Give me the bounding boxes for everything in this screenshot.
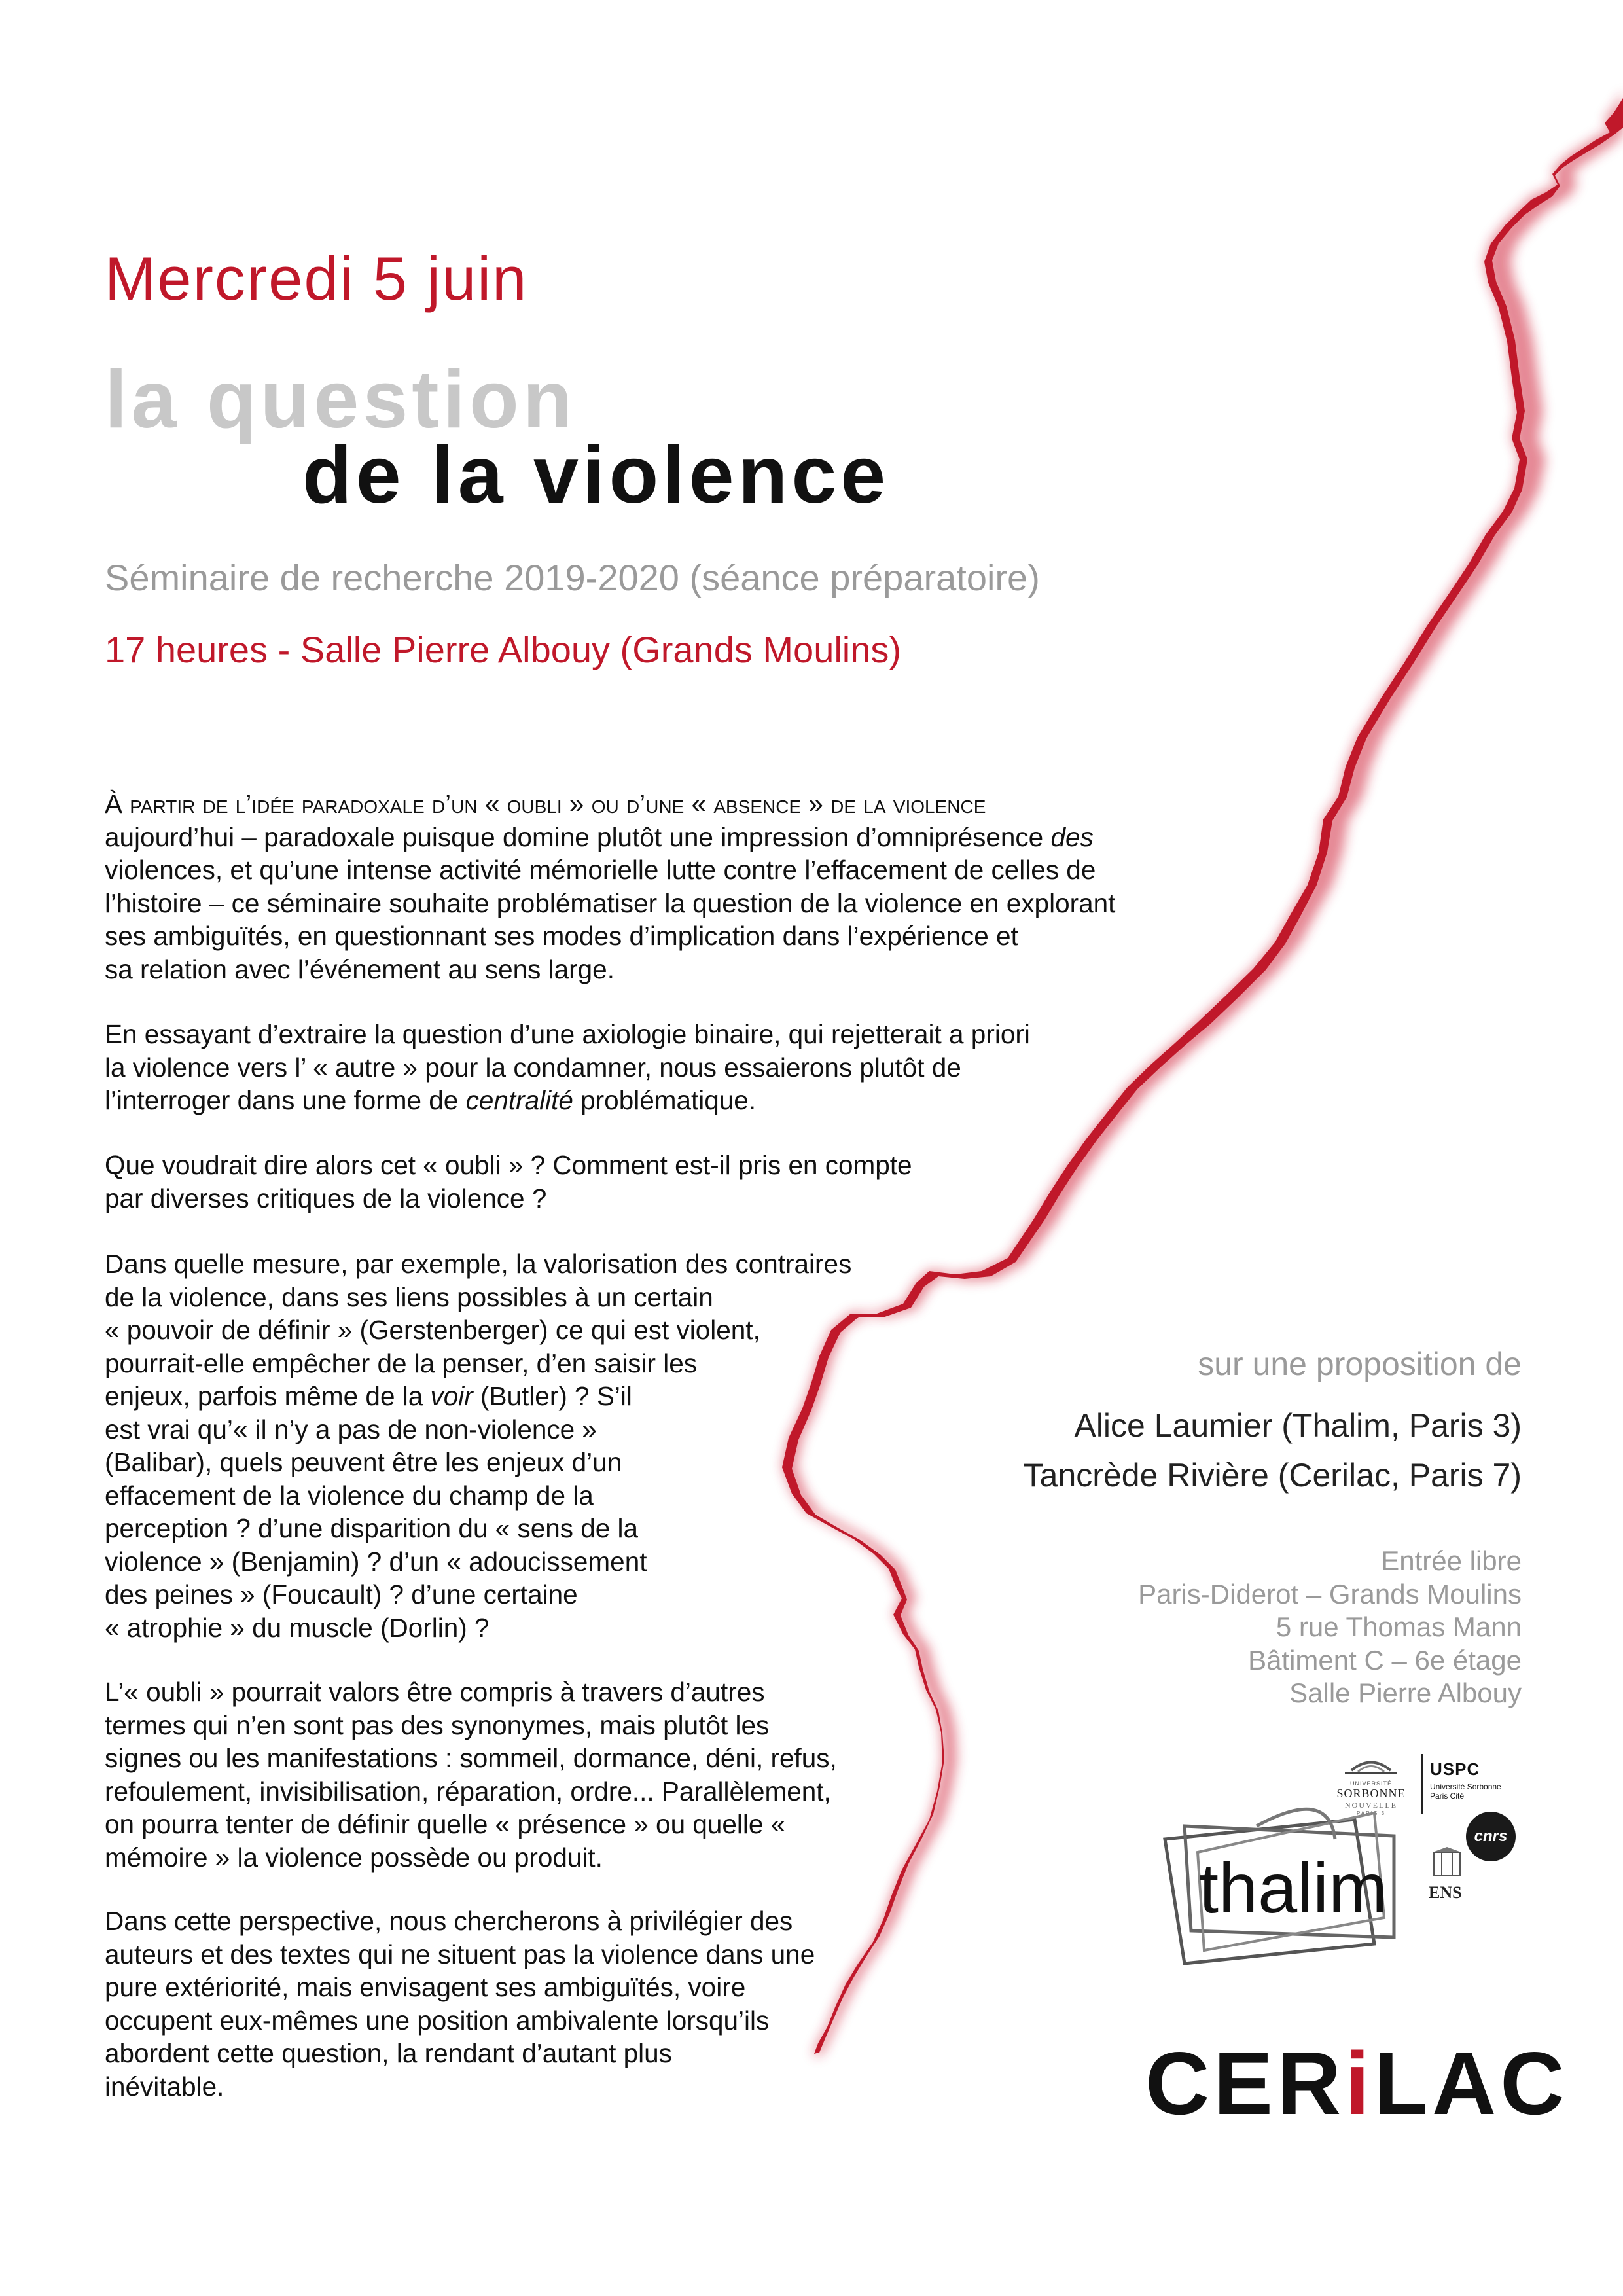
venue-line: Entrée libre bbox=[1381, 1545, 1522, 1576]
logo-text: USPC bbox=[1430, 1759, 1480, 1779]
text-line: par diverses critiques de la violence ? bbox=[105, 1183, 547, 1213]
event-date: Mercredi 5 juin bbox=[105, 244, 528, 313]
text-line: L’« oubli » pourrait valors être compris à travers d’autres bbox=[105, 1677, 765, 1707]
text-line: perception ? d’une disparition du « sens de la bbox=[105, 1513, 639, 1543]
venue-line: 5 rue Thomas Mann bbox=[1275, 1611, 1522, 1642]
paragraph-lead: À partir de l’idée paradoxale d’un « oubli » ou d’une « absence » de la violence bbox=[105, 789, 986, 819]
organizer-2: Tancrède Rivière (Cerilac, Paris 7) bbox=[1023, 1457, 1522, 1494]
paragraph-6 bbox=[105, 1905, 815, 2103]
logo-text: ENS bbox=[1429, 1883, 1462, 1902]
text-line: l’interroger dans une forme de centralité problématique. bbox=[105, 1085, 757, 1115]
cerilac-logo: CERiLAC bbox=[1145, 2034, 1569, 2133]
text-line: « atrophie » du muscle (Dorlin) ? bbox=[105, 1612, 490, 1643]
title-line-1: la question bbox=[105, 355, 577, 445]
text-line: Dans quelle mesure, par exemple, la valorisation des contraires bbox=[105, 1249, 852, 1279]
text-line: signes ou les manifestations : sommeil, dormance, déni, refus, bbox=[105, 1743, 837, 1773]
logo-text: Université Sorbonne bbox=[1430, 1782, 1501, 1791]
text-line: effacement de la violence du champ de la bbox=[105, 1480, 594, 1511]
paragraph-3 bbox=[105, 1149, 912, 1215]
text-line: (Balibar), quels peuvent être les enjeux d’un bbox=[105, 1447, 622, 1477]
text-line: refoulement, invisibilisation, réparation, ordre... Parallèlement, bbox=[105, 1776, 831, 1806]
organizer-names bbox=[1024, 1401, 1522, 1500]
text-line: de la violence, dans ses liens possibles à un certain bbox=[105, 1282, 713, 1312]
text-line: auteurs et des textes qui ne situent pas la violence dans une bbox=[105, 1939, 815, 1969]
text-line: l’histoire – ce séminaire souhaite problématiser la question de la violence en explorant bbox=[105, 888, 1116, 918]
text-line: Dans cette perspective, nous chercherons à privilégier des bbox=[105, 1906, 793, 1936]
text-line: inévitable. bbox=[105, 2071, 224, 2102]
logo-text: cnrs bbox=[1474, 1827, 1508, 1845]
organizer-1: Alice Laumier (Thalim, Paris 3) bbox=[1074, 1407, 1522, 1444]
seminar-subtitle: Séminaire de recherche 2019-2020 (séance préparatoire) bbox=[105, 557, 1040, 598]
logo-text: SORBONNE bbox=[1336, 1787, 1406, 1800]
text-line: abordent cette question, la rendant d’autant plus bbox=[105, 2038, 672, 2068]
text-line: on pourra tenter de définir quelle « présence » ou quelle « bbox=[105, 1809, 786, 1839]
venue-info bbox=[1138, 1545, 1522, 1710]
text-line: violences, et qu’une intense activité mémorielle lutte contre l’effacement de celles de bbox=[105, 855, 1096, 885]
paragraph-1 bbox=[105, 787, 1115, 986]
time-and-place: 17 heures - Salle Pierre Albouy (Grands Moulins) bbox=[105, 629, 902, 670]
paragraph-2 bbox=[105, 1018, 1030, 1117]
venue-line: Bâtiment C – 6e étage bbox=[1248, 1644, 1522, 1676]
text-line: pourrait-elle empêcher de la penser, d’en saisir les bbox=[105, 1348, 697, 1378]
text-line: des peines » (Foucault) ? d’une certaine bbox=[105, 1579, 578, 1609]
title-line-2: de la violence bbox=[302, 430, 890, 520]
text-line: termes qui n’en sont pas des synonymes, mais plutôt les bbox=[105, 1710, 770, 1740]
text-line: En essayant d’extraire la question d’une axiologie binaire, qui rejetterait a priori bbox=[105, 1019, 1030, 1049]
logo-text: UNIVERSITÉ bbox=[1349, 1780, 1392, 1787]
text-line: sa relation avec l’événement au sens large. bbox=[105, 954, 615, 984]
text-line: pure extériorité, mais envisagent ses ambiguïtés, voire bbox=[105, 1972, 746, 2002]
logo-text: NOUVELLE bbox=[1345, 1801, 1397, 1810]
proposal-intro: sur une proposition de bbox=[1198, 1346, 1522, 1382]
ens-emblem-icon bbox=[1429, 1846, 1465, 1878]
text-line: occupent eux-mêmes une position ambivalente lorsqu’ils bbox=[105, 2005, 770, 2036]
venue-line: Paris-Diderot – Grands Moulins bbox=[1138, 1578, 1522, 1609]
text-line: est vrai qu’« il n’y a pas de non-violence » bbox=[105, 1414, 597, 1444]
paragraph-5 bbox=[105, 1676, 837, 1874]
venue-line: Salle Pierre Albouy bbox=[1289, 1677, 1522, 1708]
sorbonne-emblem-icon bbox=[1325, 1751, 1417, 1777]
text-line: la violence vers l’ « autre » pour la condamner, nous essaierons plutôt de bbox=[105, 1052, 961, 1083]
paragraph-4 bbox=[105, 1247, 851, 1644]
logo-text: Paris Cité bbox=[1430, 1791, 1465, 1801]
text-line: aujourd’hui – paradoxale puisque domine plutôt une impression d’omniprésence des bbox=[105, 821, 1094, 852]
ens-logo bbox=[1429, 1846, 1474, 1911]
text-line: mémoire » la violence possède ou produit. bbox=[105, 1842, 603, 1873]
text-line: Que voudrait dire alors cet « oubli » ? Comment est-il pris en compte bbox=[105, 1150, 912, 1180]
text-line: enjeux, parfois même de la voir (Butler) ? S’il bbox=[105, 1381, 632, 1411]
logo-text: PARIS 3 bbox=[1356, 1810, 1386, 1816]
text-line: ses ambiguïtés, en questionnant ses modes d’implication dans l’expérience et bbox=[105, 921, 1018, 951]
uspc-logo bbox=[1430, 1759, 1522, 1818]
text-line: « pouvoir de définir » (Gerstenberger) ce qui est violent, bbox=[105, 1315, 760, 1345]
thalim-logo-text: thalim bbox=[1199, 1848, 1388, 1928]
text-line: violence » (Benjamin) ? d’un « adoucissement bbox=[105, 1546, 647, 1577]
